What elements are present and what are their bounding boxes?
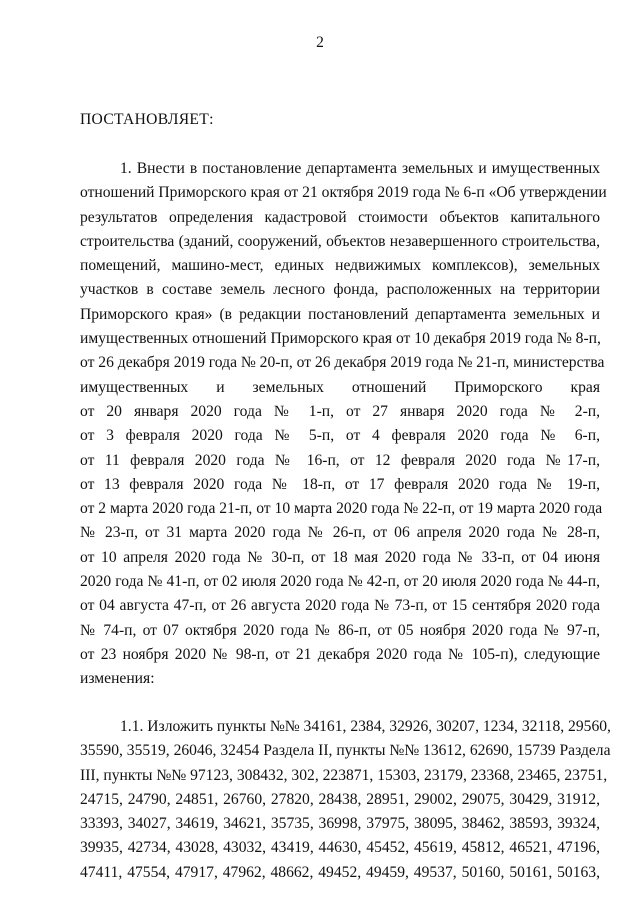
paragraph-line: 2020 года № 41-п, от 02 июля 2020 года № 42-п, от 20 июля 2020 года № 44-п, (80, 573, 600, 591)
paragraph-line: от 11 февраля 2020 года № 16-п, от 12 февраля 2020 года №17-п, (80, 451, 600, 469)
paragraph-line: от 13 февраля 2020 года № 18-п, от 17 февраля 2020 года № 19-п, (80, 475, 600, 493)
paragraph-line: III, пункты №№ 97123, 308432, 302, 223871, 15303, 23179, 23368, 23465, 23751, (80, 766, 608, 784)
paragraph-line: 24715, 24790, 24851, 26760, 27820, 28438, 28951, 29002, 29075, 30429, 31912, (80, 790, 600, 808)
paragraph-line: 1.1. Изложить пункты №№ 34161, 2384, 32926, 30207, 1234, 32118, 29560, (120, 718, 611, 735)
page-number: 2 (316, 34, 324, 51)
paragraph-line: Приморского края» (в редакции постановлений департамента земельных и (80, 305, 600, 323)
paragraph-line: от 20 января 2020 года № 1-п, от 27 января 2020 года № 2-п, (80, 402, 600, 420)
heading-postanovlyaet: ПОСТАНОВЛЯЕТ: (80, 111, 214, 128)
paragraph-line: от 04 августа 47-п, от 26 августа 2020 года № 73-п, от 15 сентября 2020 года (80, 597, 600, 615)
paragraph-line: 47411, 47554, 47917, 47962, 48662, 49452, 49459, 49537, 50160, 50161, 50163, (80, 863, 600, 881)
paragraph-line: от 2 марта 2020 года 21-п, от 10 марта 2020 года № 22-п, от 19 марта 2020 года (80, 500, 603, 518)
paragraph-line: 33393, 34027, 34619, 34621, 35735, 36998, 37975, 38095, 38462, 38593, 39324, (80, 815, 600, 833)
paragraph-line: № 23-п, от 31 марта 2020 года № 26-п, от 06 апреля 2020 года № 28-п, (80, 524, 600, 542)
paragraph-line: имущественных отношений Приморского края от 10 декабря 2019 года № 8-п, (80, 330, 601, 348)
paragraph-line: изменения: (80, 670, 155, 688)
paragraph-line: строительства (зданий, сооружений, объектов незавершенного строительства, (80, 232, 600, 250)
paragraph-line: отношений Приморского края от 21 октября 2019 года № 6-п «Об утверждении (80, 184, 607, 202)
paragraph-line: 39935, 42734, 43028, 43032, 43419, 44630, 45452, 45619, 45812, 46521, 47196, (80, 839, 600, 857)
paragraph-line: имущественных и земельных отношений Приморского края (80, 378, 600, 396)
paragraph-line: 1. Внести в постановление департамента земельных и имущественных (120, 160, 600, 177)
paragraph-line: участков в составе земель лесного фонда, расположенных на территории (80, 281, 600, 299)
paragraph-line: № 74-п, от 07 октября 2020 года № 86-п, от 05 ноября 2020 года № 97-п, (80, 621, 600, 639)
paragraph-line: от 3 февраля 2020 года № 5-п, от 4 февраля 2020 года № 6-п, (80, 427, 600, 445)
paragraph-line: от 26 декабря 2019 года № 20-п, от 26 декабря 2019 года № 21-п, министерства (80, 354, 605, 372)
paragraph-line: от 23 ноября 2020 № 98-п, от 21 декабря 2020 года № 105-п), следующие (80, 645, 600, 663)
paragraph-line: помещений, машино-мест, единых недвижимых комплексов), земельных (80, 257, 600, 275)
paragraph-1 (80, 157, 607, 692)
paragraph-line: результатов определения кадастровой стоимости объектов капитального (80, 208, 600, 226)
paragraph-line: 35590, 35519, 26046, 32454 Раздела II, пункты №№ 13612, 62690, 15739 Раздела (80, 742, 611, 760)
paragraph-1-1 (80, 715, 611, 885)
paragraph-line: от 10 апреля 2020 года № 30-п, от 18 мая 2020 года № 33-п, от 04 июня (80, 548, 600, 566)
